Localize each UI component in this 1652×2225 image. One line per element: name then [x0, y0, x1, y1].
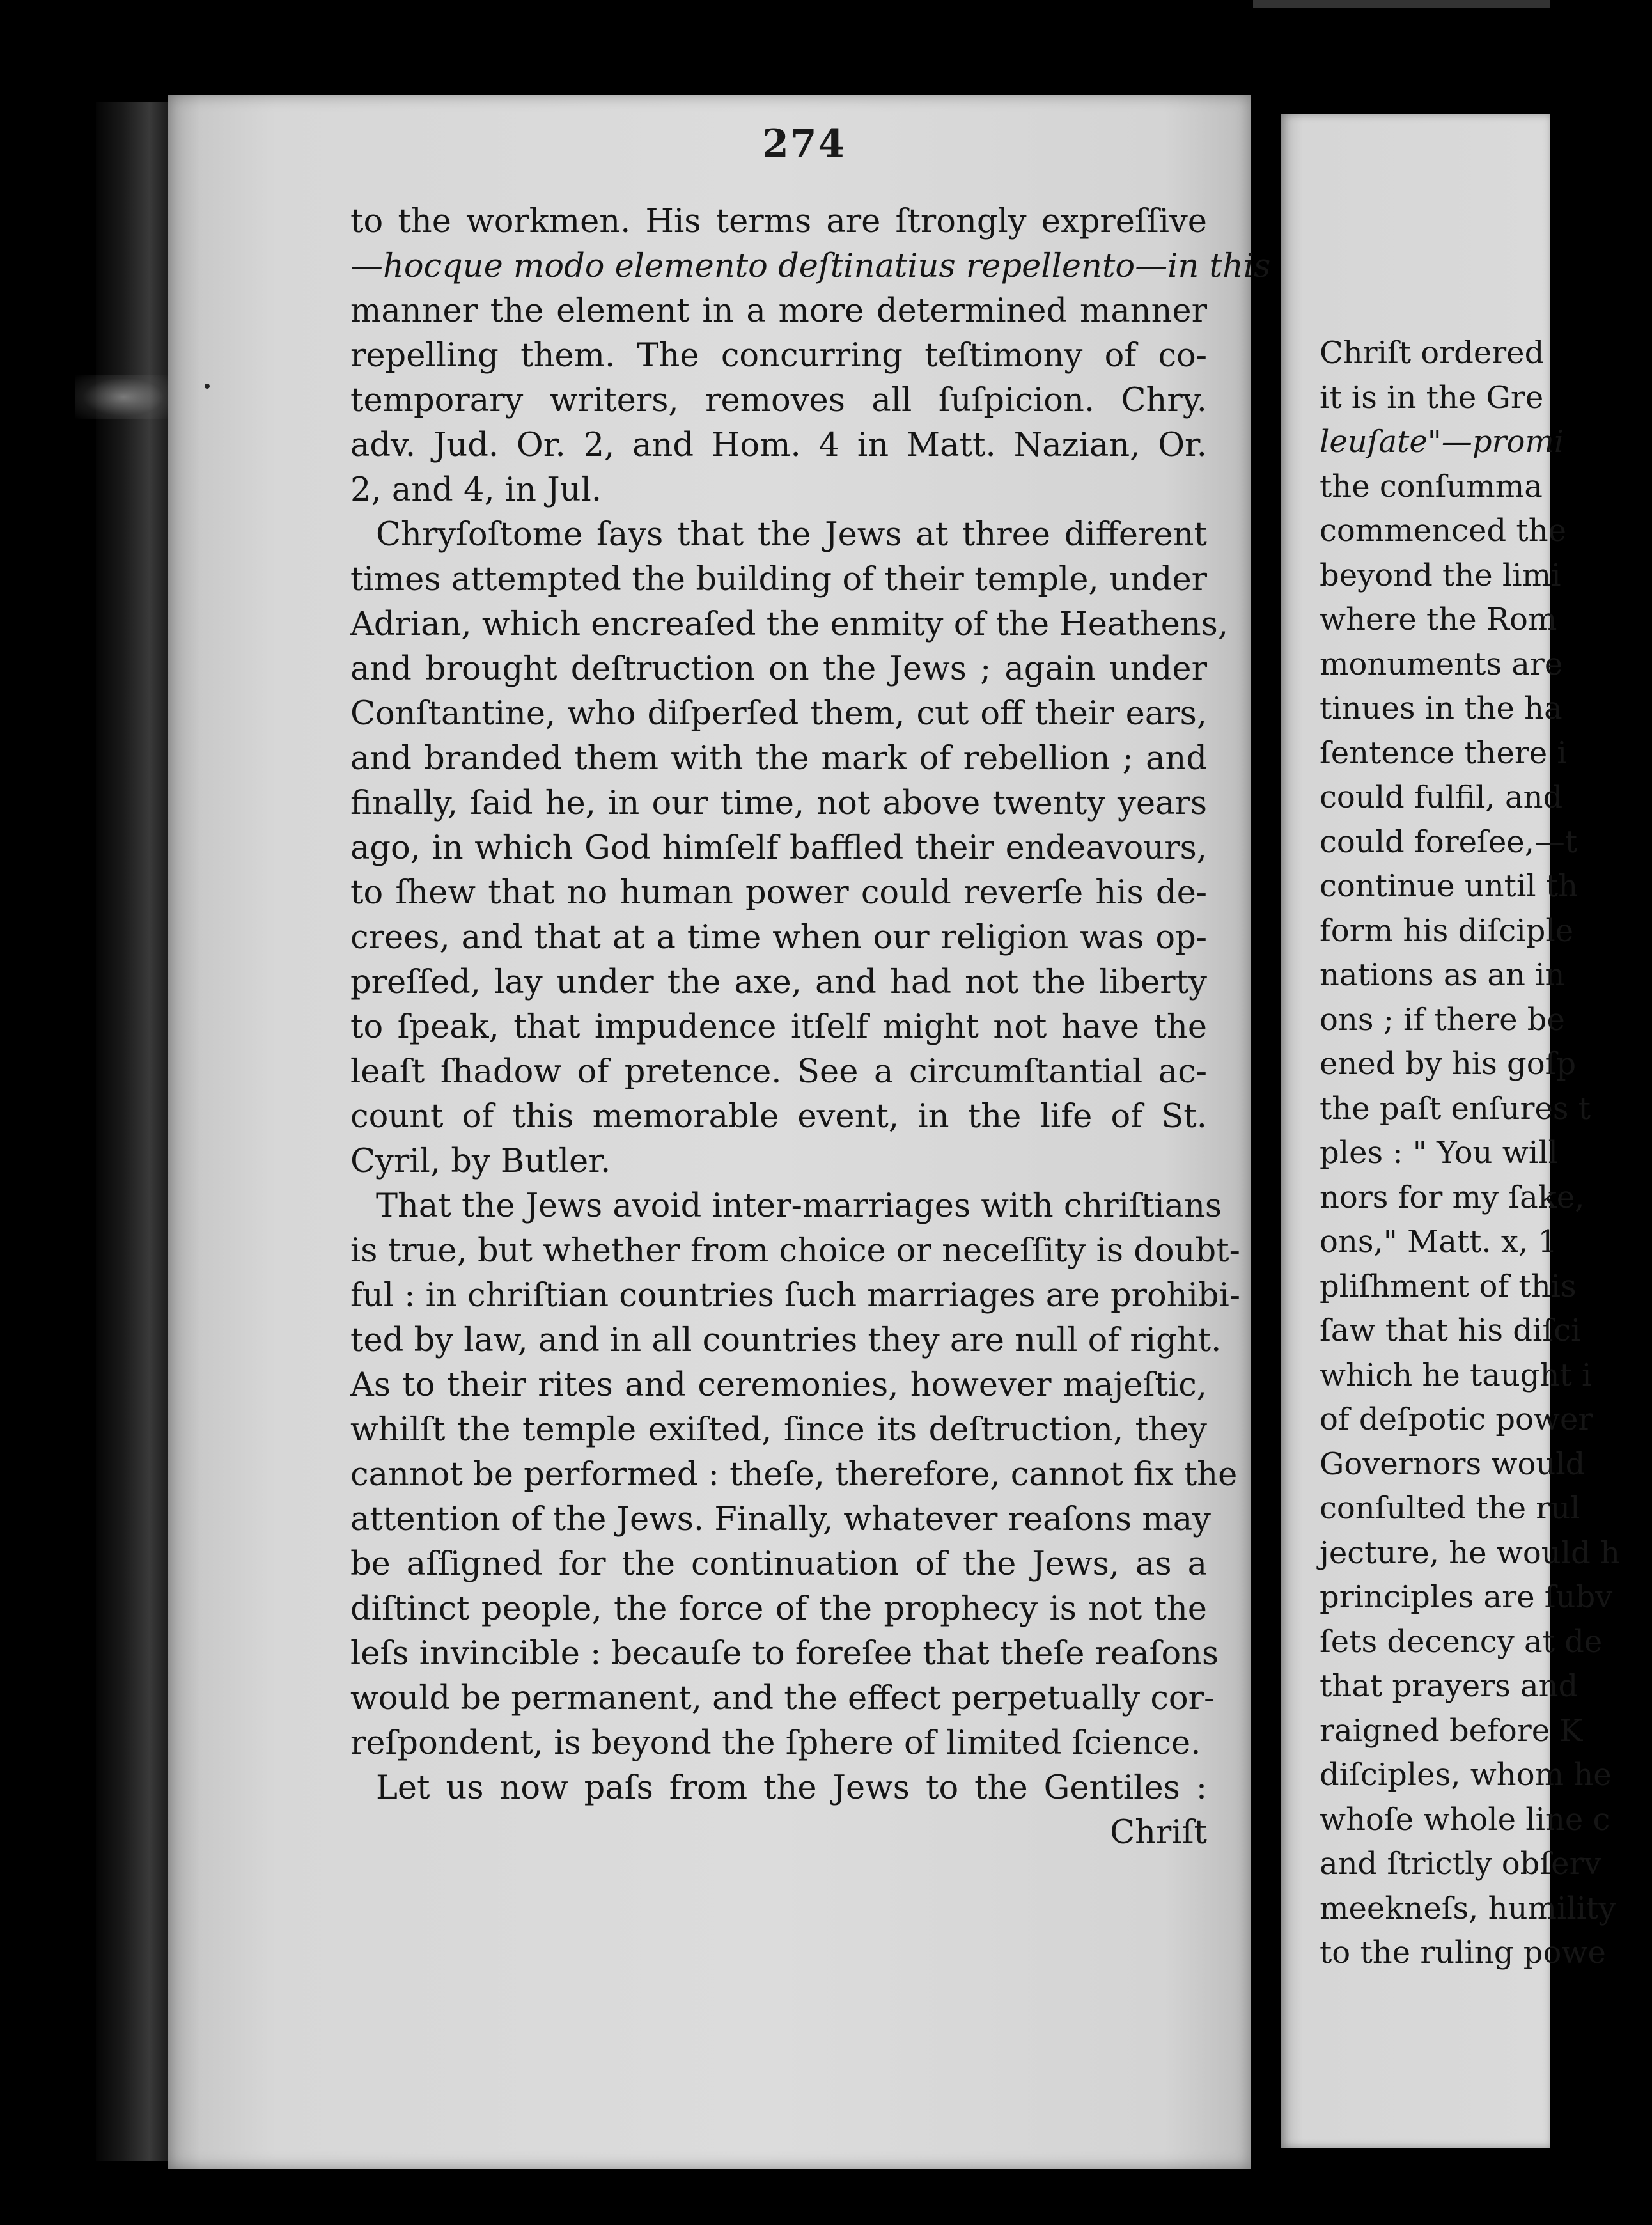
text-line: leſs invincible : becauſe to foreſee that theſe reaſons	[350, 1635, 1219, 1673]
right-page	[1281, 114, 1620, 2148]
text-line: and brought deſtruction on the Jews ; again under	[350, 650, 1207, 688]
text-line: be aſſigned for the continuation of the Jews, as a	[350, 1545, 1207, 1583]
text-line: That the Jews avoid inter-marriages with chriſtians	[376, 1187, 1222, 1225]
right-page-text	[1320, 331, 1652, 1976]
text-line: to ſhew that no human power could reverſe his de-	[350, 874, 1207, 912]
text-line: jecture, he would h	[1320, 1534, 1620, 1571]
text-line: which he taught i	[1320, 1357, 1592, 1393]
text-line: leuſate"—promi	[1320, 424, 1564, 460]
text-line: and ſtrictly obſerv	[1320, 1846, 1601, 1882]
text-line: to the ruling powe	[1320, 1935, 1606, 1971]
text-line: ſentence there i	[1320, 735, 1567, 771]
margin-dot	[205, 384, 210, 389]
text-line: could foreſee,—t	[1320, 824, 1578, 860]
text-line: crees, and that at a time when our religion was op-	[350, 919, 1207, 956]
left-page-text	[350, 199, 1271, 1855]
text-line: nations as an in	[1320, 957, 1565, 993]
text-line: of deſpotic power	[1320, 1401, 1593, 1437]
text-line: As to their rites and ceremonies, however majeſtic,	[350, 1366, 1207, 1404]
text-line: adv. Jud. Or. 2, and Hom. 4 in Matt. Nazian, Or.	[350, 426, 1207, 464]
text-line: Let us now paſs from the Jews to the Gentiles :	[376, 1769, 1207, 1807]
text-line: times attempted the building of their temple, under	[350, 561, 1207, 598]
text-line: 2, and 4, in Jul.	[350, 471, 602, 509]
text-line: it is in the Gre	[1320, 379, 1544, 416]
text-line: nors for my ſake,	[1320, 1179, 1585, 1215]
text-line: meekneſs, humility	[1320, 1890, 1616, 1926]
text-line: monuments are	[1320, 646, 1563, 682]
text-line: ted by law, and in all countries they are null of right.	[350, 1322, 1222, 1359]
text-line: Conſtantine, who diſperſed them, cut off their ears,	[350, 695, 1207, 733]
text-line: diſtinct people, the force of the prophecy is not the	[350, 1590, 1207, 1628]
text-line: —hocque modo elemento deſtinatius repellento—in this	[350, 247, 1271, 285]
text-line: ened by his goſp	[1320, 1046, 1577, 1082]
text-line: preſſed, lay under the axe, and had not the liberty	[350, 964, 1207, 1001]
text-line: repelling them. The concurring teſtimony of co-	[350, 337, 1207, 375]
text-line: principles are ſubv	[1320, 1579, 1613, 1615]
text-line: reſpondent, is beyond the ſphere of limited ſcience.	[350, 1724, 1201, 1762]
text-line: ons ; if there be	[1320, 1001, 1565, 1038]
text-line: the conſumma	[1320, 468, 1543, 504]
text-line: leaſt ſhadow of pretence. See a circumſtantial ac-	[350, 1053, 1207, 1091]
text-line: ſets decency at de	[1320, 1623, 1603, 1660]
text-line: ples : " You will	[1320, 1135, 1558, 1171]
text-line: and branded them with the mark of rebellion ; and	[350, 740, 1207, 777]
text-line: continue until th	[1320, 868, 1578, 904]
text-line: is true, but whether from choice or neceſſity is doubt-	[350, 1232, 1240, 1270]
scan-edge	[1253, 0, 1550, 8]
catchword: Chriſt	[1110, 1814, 1207, 1852]
text-line: temporary writers, removes all ſuſpicion. Chry.	[350, 382, 1207, 419]
text-line: tinues in the ha	[1320, 691, 1562, 726]
text-line: to ſpeak, that impudence itſelf might not have the	[350, 1008, 1207, 1046]
text-line: whoſe whole line c	[1320, 1801, 1610, 1838]
text-line: Cyril, by Butler.	[350, 1143, 611, 1180]
text-line: Adrian, which encreaſed the enmity of the Heathens,	[350, 605, 1229, 643]
scan-smudge	[75, 375, 171, 419]
text-line: diſciples, whom he	[1320, 1757, 1612, 1793]
text-line: Governors would	[1320, 1446, 1586, 1482]
text-line: ons," Matt. x, 1	[1320, 1224, 1558, 1260]
text-line: finally, ſaid he, in our time, not above twenty years	[350, 785, 1207, 822]
text-line: conſulted the rul	[1320, 1490, 1580, 1526]
text-line: raigned before K	[1320, 1712, 1583, 1749]
text-line: Chryſoſtome ſays that the Jews at three different	[376, 516, 1207, 554]
text-line: count of this memorable event, in the life of St.	[350, 1098, 1207, 1136]
text-line: ago, in which God himſelf baffled their endeavours,	[350, 829, 1207, 867]
text-line: Chriſt ordered	[1320, 335, 1545, 371]
text-line: would be permanent, and the effect perpetually cor-	[350, 1680, 1215, 1717]
text-line: where the Rom	[1320, 602, 1557, 637]
text-line: whilſt the temple exiſted, ſince its deſtruction, they	[350, 1411, 1207, 1449]
text-line: could fulfil, and	[1320, 779, 1563, 815]
text-line: ſaw that his diſci	[1320, 1313, 1581, 1348]
text-line: attention of the Jews. Finally, whatever reaſons may	[350, 1501, 1211, 1538]
page-number: 274	[762, 121, 846, 166]
text-line: beyond the limi	[1320, 557, 1561, 593]
text-line: ful : in chriſtian countries ſuch marriages are prohibi-	[350, 1277, 1241, 1315]
text-line: that prayers and	[1320, 1668, 1578, 1704]
text-line: manner the element in a more determined manner	[350, 292, 1207, 330]
text-line: pliſhment of this	[1320, 1268, 1577, 1304]
text-line: commenced the	[1320, 513, 1567, 549]
text-line: cannot be performed : theſe, therefore, cannot fix the	[350, 1456, 1238, 1494]
text-line: form his diſciple	[1320, 912, 1574, 949]
text-line: the paſt enſures t	[1320, 1090, 1591, 1127]
text-line: to the workmen. His terms are ſtrongly expreſſive	[350, 203, 1207, 240]
